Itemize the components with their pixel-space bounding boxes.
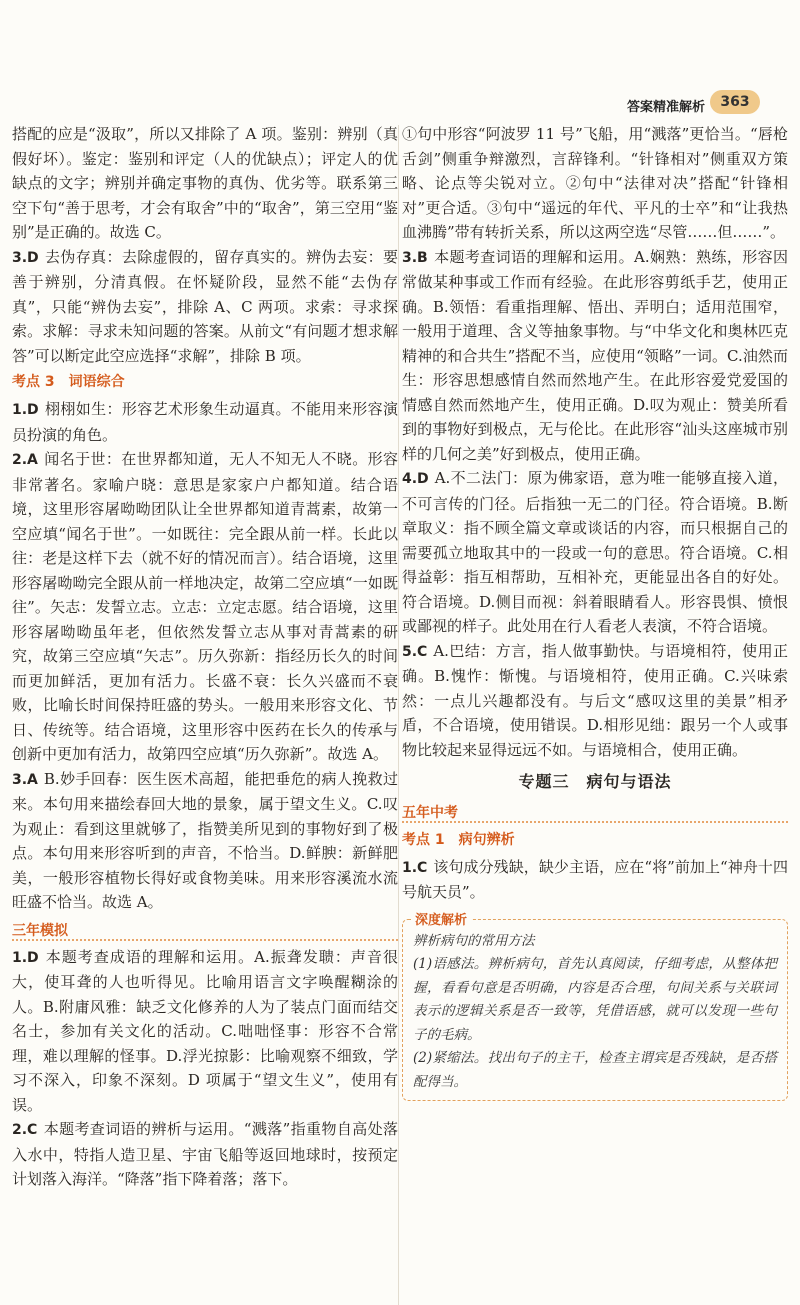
kaodian-heading: 考点 3 词语综合 xyxy=(12,374,125,390)
section-heading xyxy=(402,801,788,823)
section-title: 五年中考 xyxy=(402,805,462,821)
answer-item xyxy=(12,245,398,369)
box-tag: 深度解析 xyxy=(411,909,471,933)
answer-item xyxy=(12,447,398,767)
section-title: 三年模拟 xyxy=(12,923,72,939)
answer-item xyxy=(402,639,788,763)
paragraph: ①句中形容“阿波罗 11 号”飞船，用“溅落”更恰当。“唇枪舌剑”侧重争辩激烈，言辞锋利。“针锋相对”侧重双方策略、论点等尖锐对立。②句中“法律对决”搭配“针锋相对”更合适。③句中“遥远的年代、平凡的士卒”和“让我热血沸腾”带有转折关系，所以这两空选“尽管……但……”。 xyxy=(402,125,788,241)
paragraph: 搭配的应是“汲取”，所以又排除了 A 项。鉴别：辨别（真假好坏）。鉴定：鉴别和评定（人的优缺点）；评定人的优缺点的文字；辨别并确定事物的真伪、优劣等。联系第三空下句“善于思考，才会有取舍”中的“取舍”，第三空用“鉴别”是正确的。故选 C。 xyxy=(12,125,398,241)
answer-text: A.不二法门：原为佛家语，意为唯一能够直接入道，不可言传的门径。后指独一无二的门径。符合语境。B.断章取义：指不顾全篇文章或谈话的内容，而只根据自己的需要孤立地取其中的一段或一句的意思。符合语境。C.相得益彰：指互相帮助，互相补充，更能显出各自的好处。符合语境。D.侧目而视：斜着眼睛看人。形容畏惧、愤恨或鄙视的样子。此处用在行人看老人表演，不符合语境。 xyxy=(402,469,788,635)
answer-label: 3.D xyxy=(12,249,39,266)
section-heading xyxy=(12,919,398,941)
answer-item xyxy=(402,245,788,467)
answer-text: B.妙手回春：医生医术高超，能把垂危的病人挽救过来。本句用来描绘春回大地的景象，属于望文生义。C.叹为观止：看到这里就够了，指赞美所见到的事物好到了极点。本句用来形容听到的声音，不恰当。D.鲜腴：新鲜肥美，一般形容植物长得好或食物美味。用来形容溪流水流旺盛不恰当。故选 A。 xyxy=(12,769,398,911)
answer-item xyxy=(12,1117,398,1192)
answer-text: 栩栩如生：形容艺术形象生动逼真。不能用来形容演员扮演的角色。 xyxy=(12,400,398,444)
right-column xyxy=(402,122,788,1101)
answer-text: 该句成分残缺，缺少主语，应在“将”前加上“神舟十四号航天员”。 xyxy=(402,857,788,901)
answer-text: 去伪存真：去除虚假的，留存真实的。辨伪去妄：要善于辨别，分清真假。在怀疑阶段，显然不能“去伪存真”，只能“辨伪去妄”，排除 A、C 两项。求索：寻求探索。求解：寻求未知问题的答案。从前文“有问题才想求解答”可以断定此空应选择“求解”，排除 B 项。 xyxy=(12,247,398,365)
header-title: 答案精准解析 xyxy=(626,100,705,115)
answer-label: 2.A xyxy=(12,452,38,468)
box-line: (2)紧缩法。找出句子的主干，检查主谓宾是否残缺，是否搭配得当。 xyxy=(413,1050,777,1090)
answer-item xyxy=(12,767,398,915)
box-line: (1)语感法。辨析病句，首先认真阅读，仔细考虑，从整体把握，看看句意是否明确，内容是否合理，句间关系与关联词表示的逻辑关系是否一致等，凭借语感，就可以发现一些句子的毛病。 xyxy=(413,956,777,1043)
page-header xyxy=(0,0,800,122)
answer-text: 本题考查词语的理解和运用。A.娴熟：熟练，形容因常做某种事或工作而有经验。在此形容剪纸手艺，使用正确。B.领悟：看重指理解、悟出、弄明白；适用范围窄，一般用于道理、含义等抽象事物。与“中华文化和奥林匹克精神的和合共生”搭配不当，应使用“领略”一词。C.油然而生：形容思想感情自然而然地产生。在此形容爱党爱国的情感自然而然地产生，使用正确。D.叹为观止：赞美所看到的事物好到极点，无与伦比。在此形容“汕头这座城市别样的几何之美”好到极点，使用正确。 xyxy=(402,247,788,463)
answer-label: 2.C xyxy=(12,1122,38,1138)
answer-label: 4.D xyxy=(402,471,429,487)
kaodian-heading: 考点 1 病句辨析 xyxy=(402,831,515,848)
answer-label: 1.D xyxy=(12,402,39,418)
answer-text: A.巴结：方言，指人做事勤快。与语境相符，使用正确。B.愧怍：惭愧。与语境相符，使用正确。C.兴味索然：一点儿兴趣都没有。与后文“感叹这里的美景”相矛盾，不合语境，使用错误。D.相形见绌：跟另一个人或事物比较起来显得远远不如。与语境相合，使用正确。 xyxy=(402,641,788,759)
answer-text: 闻名于世：在世界都知道，无人不知无人不晓。形容非常著名。家喻户晓：意思是家家户户都知道。结合语境，这里形容屠呦呦团队让全世界都知道青蒿素，故第一空应填“闻名于世”。一如既往：完全跟从前一样。长此以往：老是这样下去（就不好的情况而言）。结合语境，这里形容屠呦呦完全跟从前一样地决定，故第二空应填“一如既往”。矢志：发誓立志。立志：立定志愿。结合语境，这里形容屠呦呦虽年老，但依然发誓立志从事对青蒿素的研究，故第三空应填“矢志”。历久弥新：指经历长久的时间而更加鲜活，更加有活力。长盛不衰：长久兴盛而不衰败，比喻长时间保持旺盛的势头。一般用来形容文化、节日、传统等。结合语境，这里形容中医药在长久的传承与创新中更加有活力，故第四空应填“历久弥新”。故选 A。 xyxy=(12,450,398,763)
answer-text: 本题考查成语的理解和运用。A.振聋发聩：声音很大，使耳聋的人也听得见。比喻用语言文字唤醒糊涂的人。B.附庸风雅：缺乏文化修养的人为了装点门面而结交名士，参加有关文化的活动。C.咄咄怪事：形容不合常理，难以理解的怪事。D.浮光掠影：比喻观察不细致，学习不深入，印象不深刻。D 项属于“望文生义”，使用有误。 xyxy=(12,947,398,1114)
answer-label: 1.C xyxy=(402,859,428,876)
box-line: 辨析病句的常用方法 xyxy=(413,932,535,949)
deep-analysis-box xyxy=(402,912,788,1102)
answer-text: 本题考查词语的辨析与运用。“溅落”指重物自高处落入水中，特指人造卫星、宇宙飞船等返回地球时，按预定计划落入海洋。“降落”指下降着落；落下。 xyxy=(12,1120,398,1188)
answer-item xyxy=(402,855,788,905)
answer-item xyxy=(12,397,398,447)
answer-label: 3.B xyxy=(402,249,428,266)
answer-label: 5.C xyxy=(402,643,428,660)
answer-label: 3.A xyxy=(12,771,38,788)
answer-item xyxy=(12,945,398,1118)
page-number: 363 xyxy=(710,90,760,114)
column-divider xyxy=(398,125,399,1305)
topic-title: 专题三 病句与语法 xyxy=(518,772,672,791)
answer-item xyxy=(402,466,788,639)
left-column xyxy=(12,122,398,1192)
answer-label: 1.D xyxy=(12,949,39,966)
